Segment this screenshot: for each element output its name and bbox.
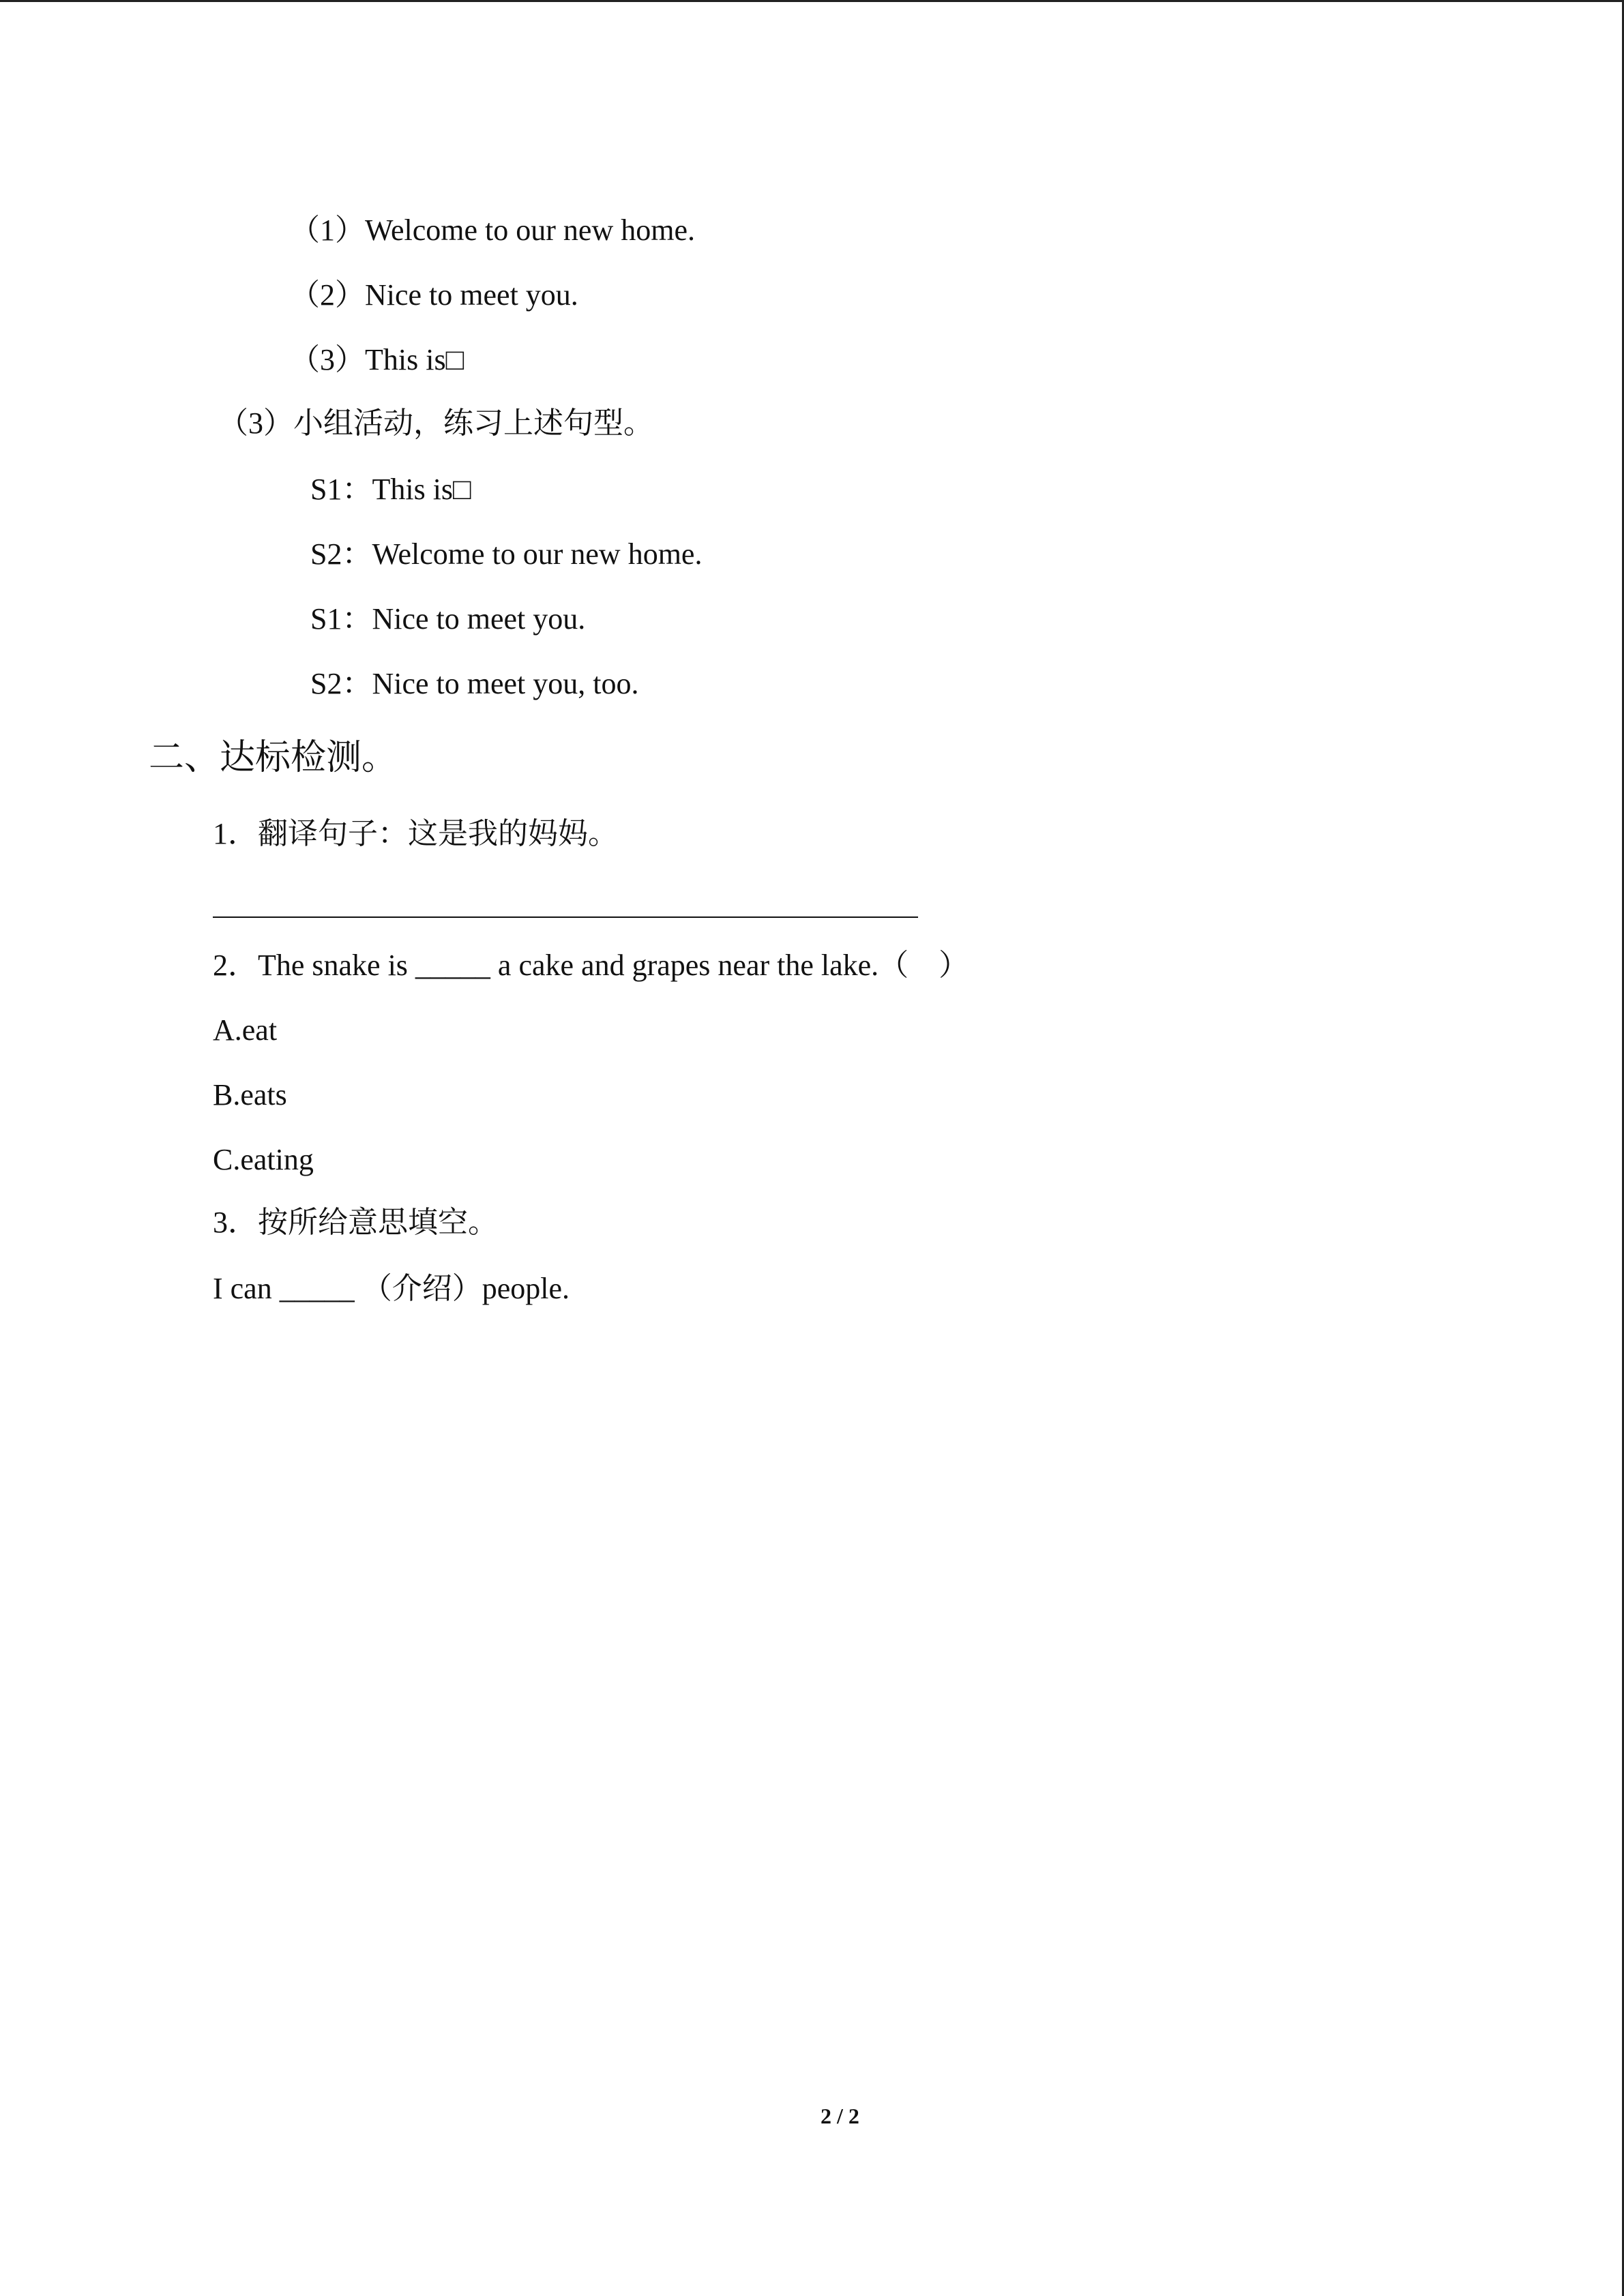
question-1: 1．翻译句子：这是我的妈妈。 (213, 817, 618, 850)
question-1-answer-line[interactable] (213, 916, 918, 918)
intro-line-3: （3）This is□ (290, 343, 464, 376)
dialogue-line-2: S2：Welcome to our new home. (310, 537, 703, 571)
page-number: 2 / 2 (821, 2104, 859, 2128)
intro-line-1: （1）Welcome to our new home. (290, 213, 695, 247)
dialogue-line-3: S1：Nice to meet you. (310, 602, 586, 636)
question-2-option-a: A.eat (213, 1013, 278, 1047)
question-2-option-b: B.eats (213, 1078, 287, 1112)
question-2: 2．The snake is _____ a cake and grapes near the lake.（ ） (213, 949, 969, 982)
dialogue-line-1: S1：This is□ (310, 473, 471, 506)
section-two-title: 二、达标检测。 (149, 739, 398, 777)
dialogue-line-4: S2：Nice to meet you, too. (310, 667, 639, 700)
group-activity-heading: （3）小组活动，练习上述句型。 (218, 406, 653, 440)
question-3: 3．按所给意思填空。 (213, 1206, 498, 1239)
intro-line-2: （2）Nice to meet you. (290, 278, 578, 312)
question-3-sentence: I can _____ （介绍）people. (213, 1272, 570, 1305)
question-2-option-c: C.eating (213, 1143, 314, 1176)
